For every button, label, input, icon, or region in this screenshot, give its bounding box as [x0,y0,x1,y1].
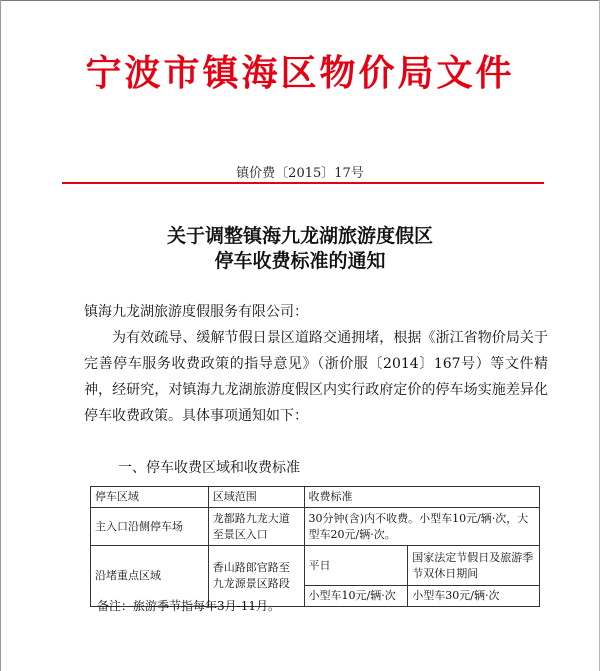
table-note: 备注：旅游季节指每年3月-11月。 [97,599,280,613]
table-header-cell: 收费标准 [304,487,540,508]
page-border-top [0,0,600,1]
table-cell-range: 龙都路九龙大道至景区入口 [208,508,304,546]
document-number: 镇价费〔2015〕17号 [236,166,364,181]
table-row [91,546,540,586]
table-row [91,508,540,546]
table-cell-weekday-label: 平日 [304,546,408,586]
page-border-left [0,0,1,671]
document-header: 宁波市镇海区物价局文件 [85,52,515,94]
addressee: 镇海九龙湖旅游度假服务有限公司： [84,304,308,320]
table-cell-holiday-label: 国家法定节假日及旅游季节双休日期间 [408,546,540,586]
table-header-row [91,487,540,508]
body-paragraph: 为有效疏导、缓解节假日景区道路交通拥堵，根据《浙江省物价局关于完善停车服务收费政策的指导意见》（浙价服〔2014〕167号）等文件精神，经研究，对镇海九龙湖旅游度假区内实行政府定价的停车场实施差异化停车收费政策。具体事项通知如下： [84,330,548,424]
table-cell-weekday-fee: 小型车10元/辆·次 [304,586,408,607]
table-cell-area: 主入口沿侧停车场 [91,508,209,546]
section-heading: 一、停车收费区域和收费标准 [118,460,300,476]
fee-table [90,486,540,607]
notice-title-line-2: 停车收费标准的通知 [214,250,386,272]
table-header-cell: 区域范围 [208,487,304,508]
notice-title-line-1: 关于调整镇海九龙湖旅游度假区 [166,225,433,247]
header-divider [62,182,544,184]
table-cell-holiday-fee: 小型车30元/辆·次 [408,586,540,607]
table-cell-fee: 30分钟(含)内不收费。小型车10元/辆·次，大型车20元/辆·次。 [304,508,540,546]
table-cell-area: 沿堵重点区域 [91,546,209,607]
table-header-cell: 停车区域 [91,487,209,508]
table-cell-range: 香山路郎官路至九龙源景区路段 [208,546,304,607]
